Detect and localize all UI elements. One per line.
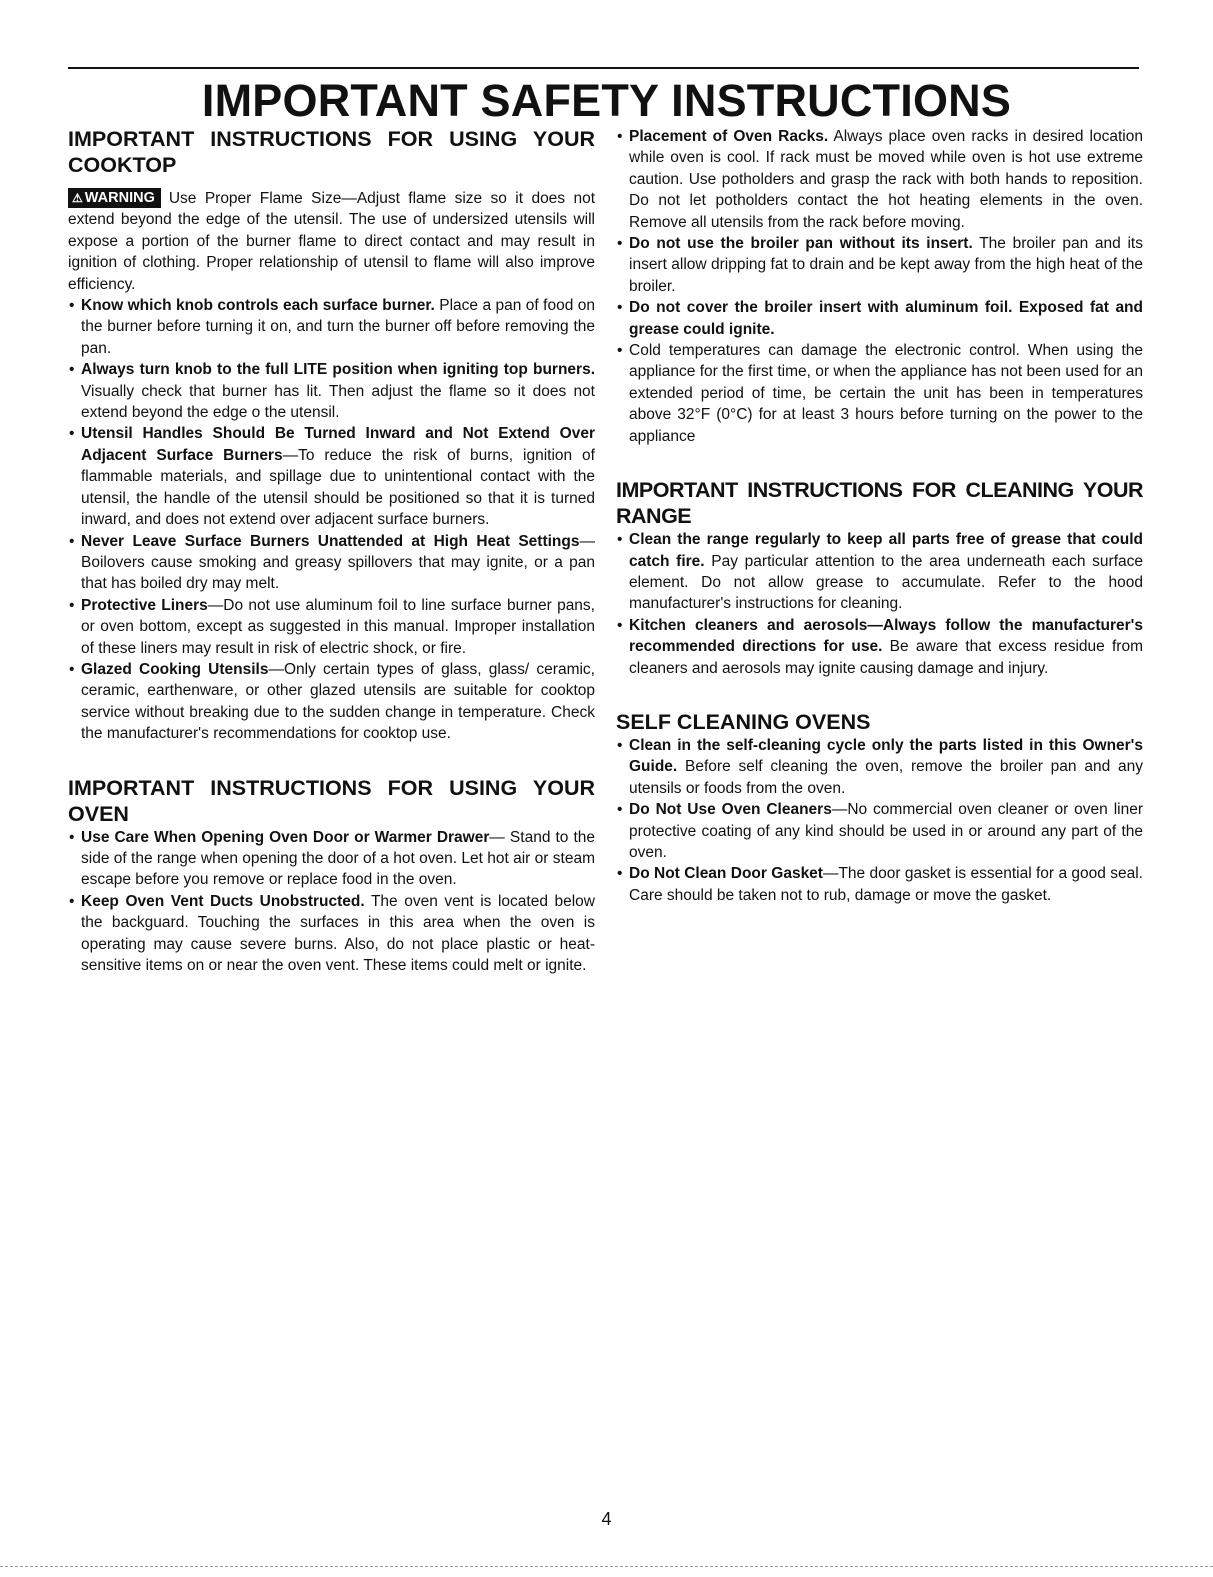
cooktop-list (68, 295, 595, 745)
cooktop-heading: IMPORTANT INSTRUCTIONS FOR USING YOUR COOKTOP (68, 127, 595, 177)
list-item (68, 595, 595, 659)
item-text: Visually check that burner has lit. Then adjust the flame so it does not extend beyond the edge o the utensil. (81, 382, 595, 422)
list-item (616, 529, 1143, 615)
item-text: —To reduce the risk of burns, ignition of flammable materials, and spillage due to unintentional contact with the utensil, the handle of the utensil should be positioned so that it is turned inward, and does not extend over adjacent surface burners. (81, 446, 595, 529)
list-item (616, 615, 1143, 679)
list-item (68, 891, 595, 977)
warning-triangle-icon: ⚠ (72, 191, 83, 205)
oven-continued-list (616, 126, 1143, 447)
item-text: Cold temperatures can damage the electronic control. When using the appliance for the first time, or when the appliance has not been used for an extended period of time, be certain the unit has been in temperatures above 32°F (0°C) for at least 3 hours before turning on the power to the appliance (629, 342, 1143, 445)
item-text: — Stand to the side of the range when opening the door of a hot oven. Let hot air or steam escape before you remove or replace food in the oven. (81, 828, 595, 889)
item-text: —The door gasket is essential for a good seal. Care should be taken not to rub, damage or move the gasket. (629, 865, 1143, 904)
warning-label: WARNING (84, 190, 155, 206)
page-number: 4 (601, 1509, 612, 1529)
item-title: Do Not Clean Door Gasket (629, 865, 823, 883)
left-column (68, 126, 595, 976)
item-text: Before self cleaning the oven, remove the broiler pan and any utensils or foods from the oven. (629, 758, 1143, 797)
list-item (68, 295, 595, 359)
cleaning-heading: IMPORTANT INSTRUCTIONS FOR CLEANING YOUR RANGE (616, 478, 1143, 529)
list-item (616, 863, 1143, 906)
list-item (616, 799, 1143, 863)
item-text: The oven vent is located below the backguard. Touching the surfaces in this area when the oven is operating may cause severe burns. Also, do not place plastic or heat-sensitive items on or near the oven vent. These items could melt or ignite. (81, 892, 595, 974)
page-title: IMPORTANT SAFETY INSTRUCTIONS (201, 75, 1012, 126)
list-item (616, 340, 1143, 447)
item-title: Kitchen cleaners and aerosols—Always follow the manufacturer's recommended directions for use. (629, 616, 1143, 656)
item-title: Know which knob controls each surface burner. (81, 297, 435, 315)
item-title: Do not cover the broiler insert with aluminum foil. Exposed fat and grease could ignite. (629, 299, 1143, 338)
item-title: Do not use the broiler pan without its insert. (629, 235, 973, 253)
list-item (616, 126, 1143, 233)
top-rule (68, 67, 1139, 69)
item-title: Never Leave Surface Burners Unattended at High Heat Settings (81, 532, 580, 550)
item-title: Do Not Use Oven Cleaners (629, 801, 832, 819)
warning-text: Use Proper Flame Size—Adjust flame size so it does not extend beyond the edge of the utensil. The use of undersized utensils will expose a portion of the burner flame to direct contact and may result in ignition of clothing. Proper relationship of utensil to flame will also improve efficiency. (68, 190, 595, 293)
item-title: Always turn knob to the full LITE position when igniting top burners. (81, 361, 595, 379)
cleaning-list (616, 529, 1143, 679)
list-item (68, 659, 595, 745)
item-title: Clean in the self-cleaning cycle only the parts listed in this Owner's Guide. (629, 736, 1143, 776)
item-title: Keep Oven Vent Ducts Unobstructed. (81, 892, 365, 910)
list-item (616, 735, 1143, 799)
item-text: —Do not use aluminum foil to line surface burner pans, or oven bottom, except as suggested in this manual. Improper installation of these liners may result in risk of electric shock, or fire. (81, 596, 595, 657)
item-title: Use Care When Opening Oven Door or Warmer Drawer (81, 828, 490, 846)
item-text: The broiler pan and its insert allow dripping fat to drain and be kept away from the high heat of the broiler. (629, 235, 1143, 295)
item-text: Place a pan of food on the burner before turning it on, and turn the burner off before removing the pan. (81, 297, 595, 357)
item-title: Glazed Cooking Utensils (81, 660, 269, 678)
item-text: Be aware that excess residue from cleaners and aerosols may ignite causing damage and injury. (629, 638, 1143, 677)
bottom-rule (0, 1566, 1213, 1567)
item-title: Utensil Handles Should Be Turned Inward and Not Extend Over Adjacent Surface Burners (81, 425, 595, 464)
self-cleaning-list (616, 735, 1143, 906)
warning-badge (68, 188, 161, 208)
item-title: Clean the range regularly to keep all parts free of grease that could catch fire. (629, 531, 1143, 570)
self-cleaning-heading: SELF CLEANING OVENS (616, 709, 871, 734)
list-item (616, 297, 1143, 340)
item-title: Protective Liners (81, 596, 208, 614)
oven-heading: IMPORTANT INSTRUCTIONS FOR USING YOUR OVEN (68, 775, 595, 826)
oven-list (68, 827, 595, 977)
list-item (68, 827, 595, 891)
item-text: Pay particular attention to the area underneath each surface element. Do not allow grease to accumulate. Refer to the hood manufacturer's instructions for cleaning. (629, 552, 1144, 613)
item-text: —Only certain types of glass, glass/ ceramic, ceramic, earthenware, or other glazed utensils are suitable for cooktop service without breaking due to the sudden change in temperature. Check the manufacturer's recommendations for cooktop use. (81, 660, 595, 743)
item-text: Always place oven racks in desired location while oven is cool. If rack must be moved while oven is hot use extreme caution. Use potholders and grasp the rack with both hands to reposition. Do not let potholders contact the hot heating elements in the oven. Remove all utensils from the rack before moving. (629, 128, 1143, 231)
warning-paragraph (68, 188, 595, 295)
list-item (68, 531, 595, 595)
item-text: —No commercial oven cleaner or oven liner protective coating of any kind should be used in or around any part of the oven. (629, 801, 1143, 861)
list-item (68, 359, 595, 423)
item-title: Placement of Oven Racks. (629, 128, 829, 145)
list-item (616, 233, 1143, 297)
list-item (68, 423, 595, 530)
right-column (616, 126, 1143, 906)
item-text: —Boilovers cause smoking and greasy spillovers that may ignite, or a pan that has boiled dry may melt. (81, 532, 595, 593)
